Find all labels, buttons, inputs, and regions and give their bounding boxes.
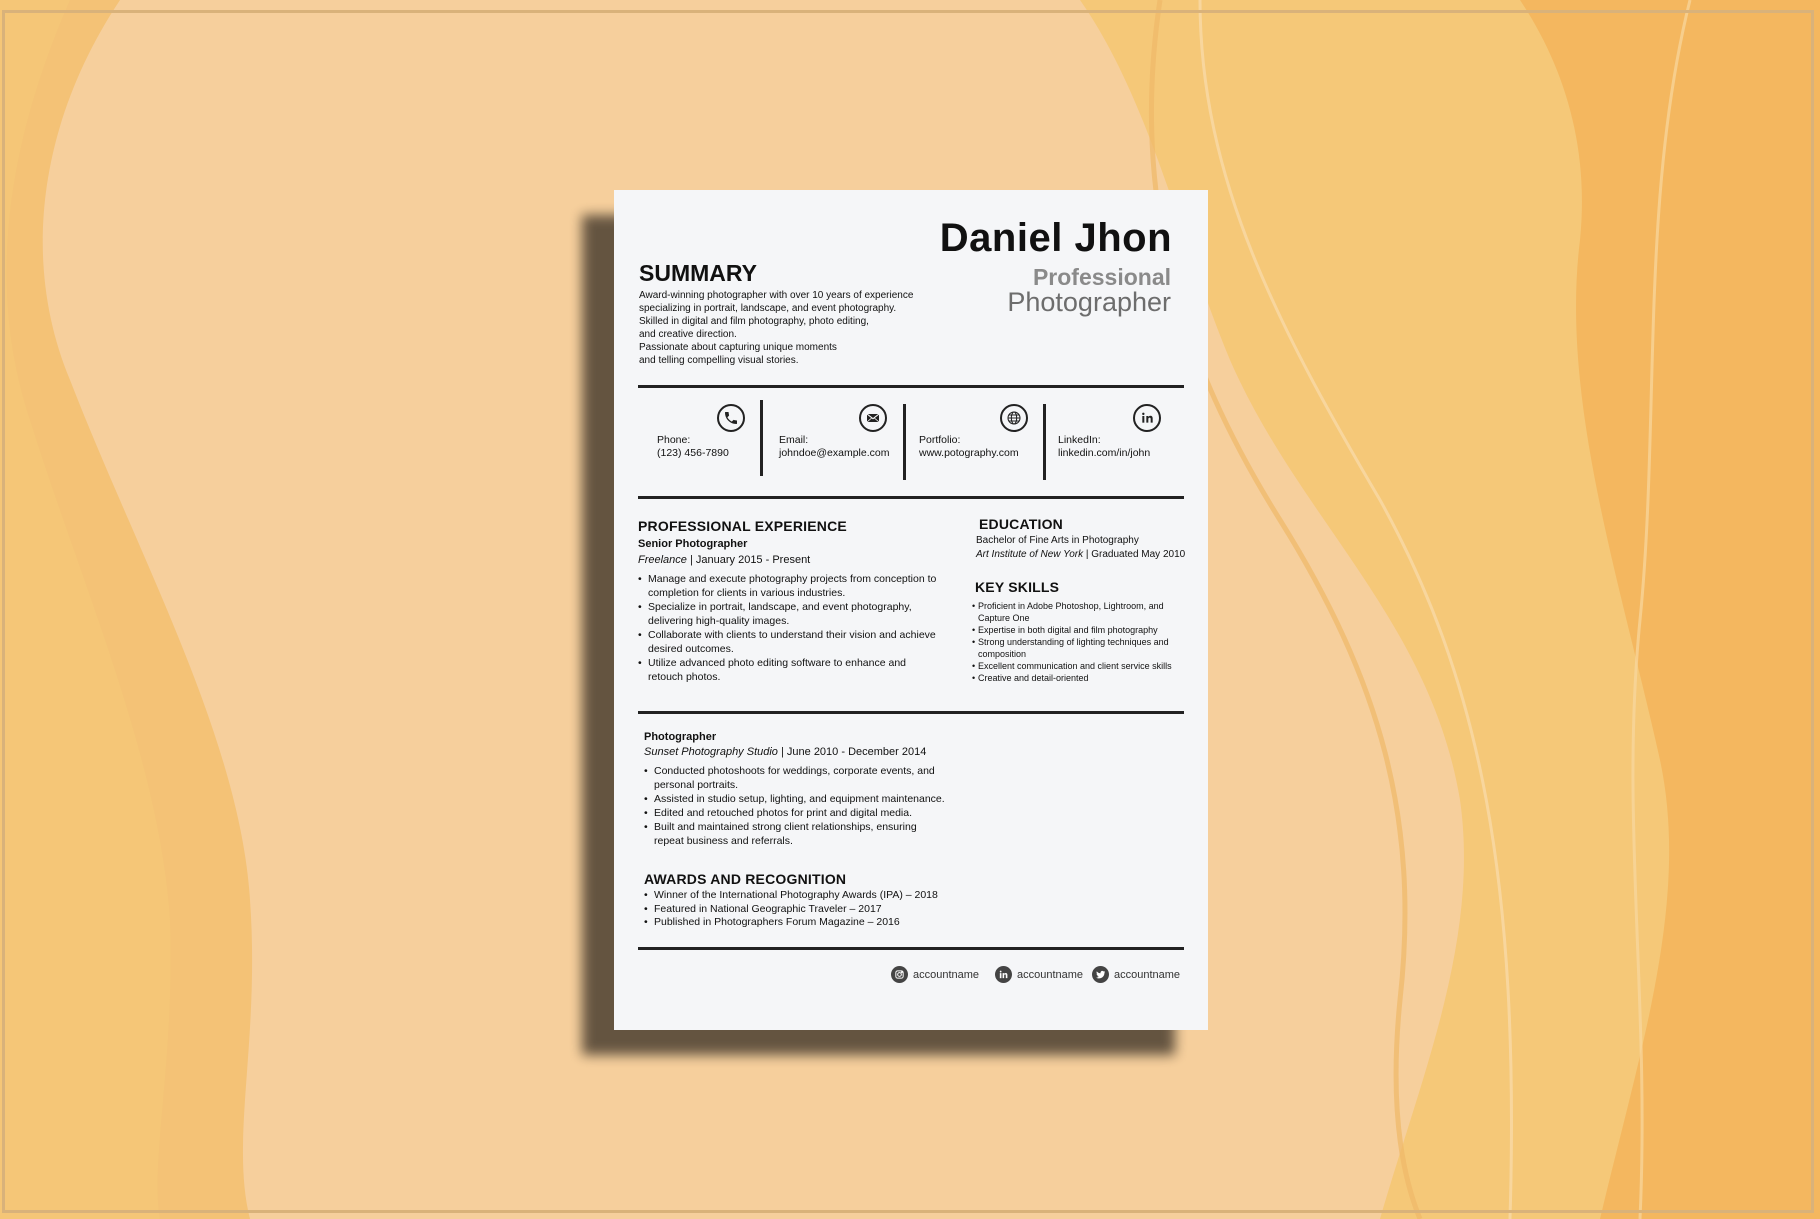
education-degree: Bachelor of Fine Arts in Photography <box>976 535 1139 546</box>
list-item: • Winner of the International Photography Awards (IPA) – 2018 <box>644 889 964 903</box>
list-item: • Specialize in portrait, landscape, and event photography, delivering high-quality images. <box>638 600 943 628</box>
job-meta <box>638 554 810 566</box>
summary-line: specializing in portrait, landscape, and event photography. <box>639 303 897 314</box>
experience-heading: PROFESSIONAL EXPERIENCE <box>638 518 847 534</box>
twitter-icon <box>1092 966 1109 983</box>
list-item: • Utilize advanced photo editing software to enhance and retouch photos. <box>638 656 943 684</box>
divider <box>638 711 1184 714</box>
list-item: • Manage and execute photography projects from conception to completion for clients in various industries. <box>638 572 943 600</box>
list-item: • Conducted photoshoots for weddings, corporate events, and personal portraits. <box>644 764 949 792</box>
social-instagram[interactable] <box>891 966 979 983</box>
role-line-2: Photographer <box>1007 287 1171 317</box>
divider <box>638 496 1184 499</box>
skills-list <box>972 600 1184 684</box>
resume-page <box>614 190 1208 1030</box>
contact-email <box>779 434 889 460</box>
social-handle: accountname <box>1114 968 1181 981</box>
list-item: • Excellent communication and client service skills <box>972 660 1184 672</box>
role-line-1: Professional <box>1032 264 1171 290</box>
list-item: • Proficient in Adobe Photoshop, Lightroom, and Capture One <box>972 600 1184 624</box>
education-school-line <box>976 548 1185 561</box>
divider <box>1043 404 1046 480</box>
education-school: Art Institute of New York <box>976 549 1084 560</box>
job-dates: | January 2015 - Present <box>686 554 811 566</box>
summary-line: and creative direction. <box>639 329 737 340</box>
list-item: • Creative and detail-oriented <box>972 672 1184 684</box>
summary-text <box>639 289 939 367</box>
social-linkedin[interactable] <box>995 966 1083 983</box>
list-item: • Built and maintained strong client relationships, ensuring repeat business and referrals. <box>644 820 949 848</box>
contact-value: www.potography.com <box>919 447 1019 459</box>
linkedin-icon <box>995 966 1012 983</box>
divider <box>638 947 1184 950</box>
divider <box>760 400 763 476</box>
contact-label: Portfolio: <box>919 434 961 446</box>
candidate-name: Daniel Jhon <box>939 216 1172 260</box>
contact-value: linkedin.com/in/john <box>1058 447 1151 459</box>
contact-value: (123) 456-7890 <box>657 447 729 459</box>
social-handle: accountname <box>1017 968 1084 981</box>
summary-heading: SUMMARY <box>639 260 757 286</box>
job-company: Freelance <box>638 554 687 566</box>
list-item: • Edited and retouched photos for print and digital media. <box>644 806 949 820</box>
list-item: • Featured in National Geographic Traveler – 2017 <box>644 903 964 917</box>
contact-label: LinkedIn: <box>1058 434 1101 446</box>
education-heading: EDUCATION <box>979 516 1063 532</box>
phone-icon <box>717 404 745 432</box>
contact-value: johndoe@example.com <box>779 447 890 459</box>
education-graduated: | Graduated May 2010 <box>1083 549 1186 560</box>
divider <box>903 404 906 480</box>
contact-linkedin <box>1058 434 1150 460</box>
job-meta <box>644 746 926 758</box>
awards-list <box>644 889 964 930</box>
linkedin-icon <box>1133 404 1161 432</box>
list-item: • Expertise in both digital and film photography <box>972 624 1184 636</box>
summary-line: Skilled in digital and film photography, photo editing, <box>639 316 869 327</box>
social-twitter[interactable] <box>1092 966 1180 983</box>
contact-phone <box>657 434 729 460</box>
contact-portfolio <box>919 434 1019 460</box>
awards-heading: AWARDS AND RECOGNITION <box>644 871 847 887</box>
contact-label: Phone: <box>657 434 691 446</box>
job-bullets <box>644 764 949 848</box>
globe-icon <box>1000 404 1028 432</box>
job-company: Sunset Photography Studio <box>644 746 778 758</box>
skills-heading: KEY SKILLS <box>975 579 1060 595</box>
job-title: Senior Photographer <box>638 538 748 550</box>
list-item: • Strong understanding of lighting techniques and composition <box>972 636 1184 660</box>
summary-line: Award-winning photographer with over 10 years of experience <box>639 290 914 301</box>
job-title: Photographer <box>644 731 717 743</box>
list-item: • Collaborate with clients to understand their vision and achieve desired outcomes. <box>638 628 943 656</box>
instagram-icon <box>891 966 908 983</box>
contact-label: Email: <box>779 434 809 446</box>
job-dates: | June 2010 - December 2014 <box>777 746 927 758</box>
summary-line: and telling compelling visual stories. <box>639 355 799 366</box>
job-bullets <box>638 572 943 684</box>
social-handle: accountname <box>913 968 980 981</box>
divider <box>638 385 1184 388</box>
list-item: • Published in Photographers Forum Magazine – 2016 <box>644 916 964 930</box>
summary-line: Passionate about capturing unique moments <box>639 342 837 353</box>
list-item: • Assisted in studio setup, lighting, and equipment maintenance. <box>644 792 949 806</box>
email-icon <box>859 404 887 432</box>
